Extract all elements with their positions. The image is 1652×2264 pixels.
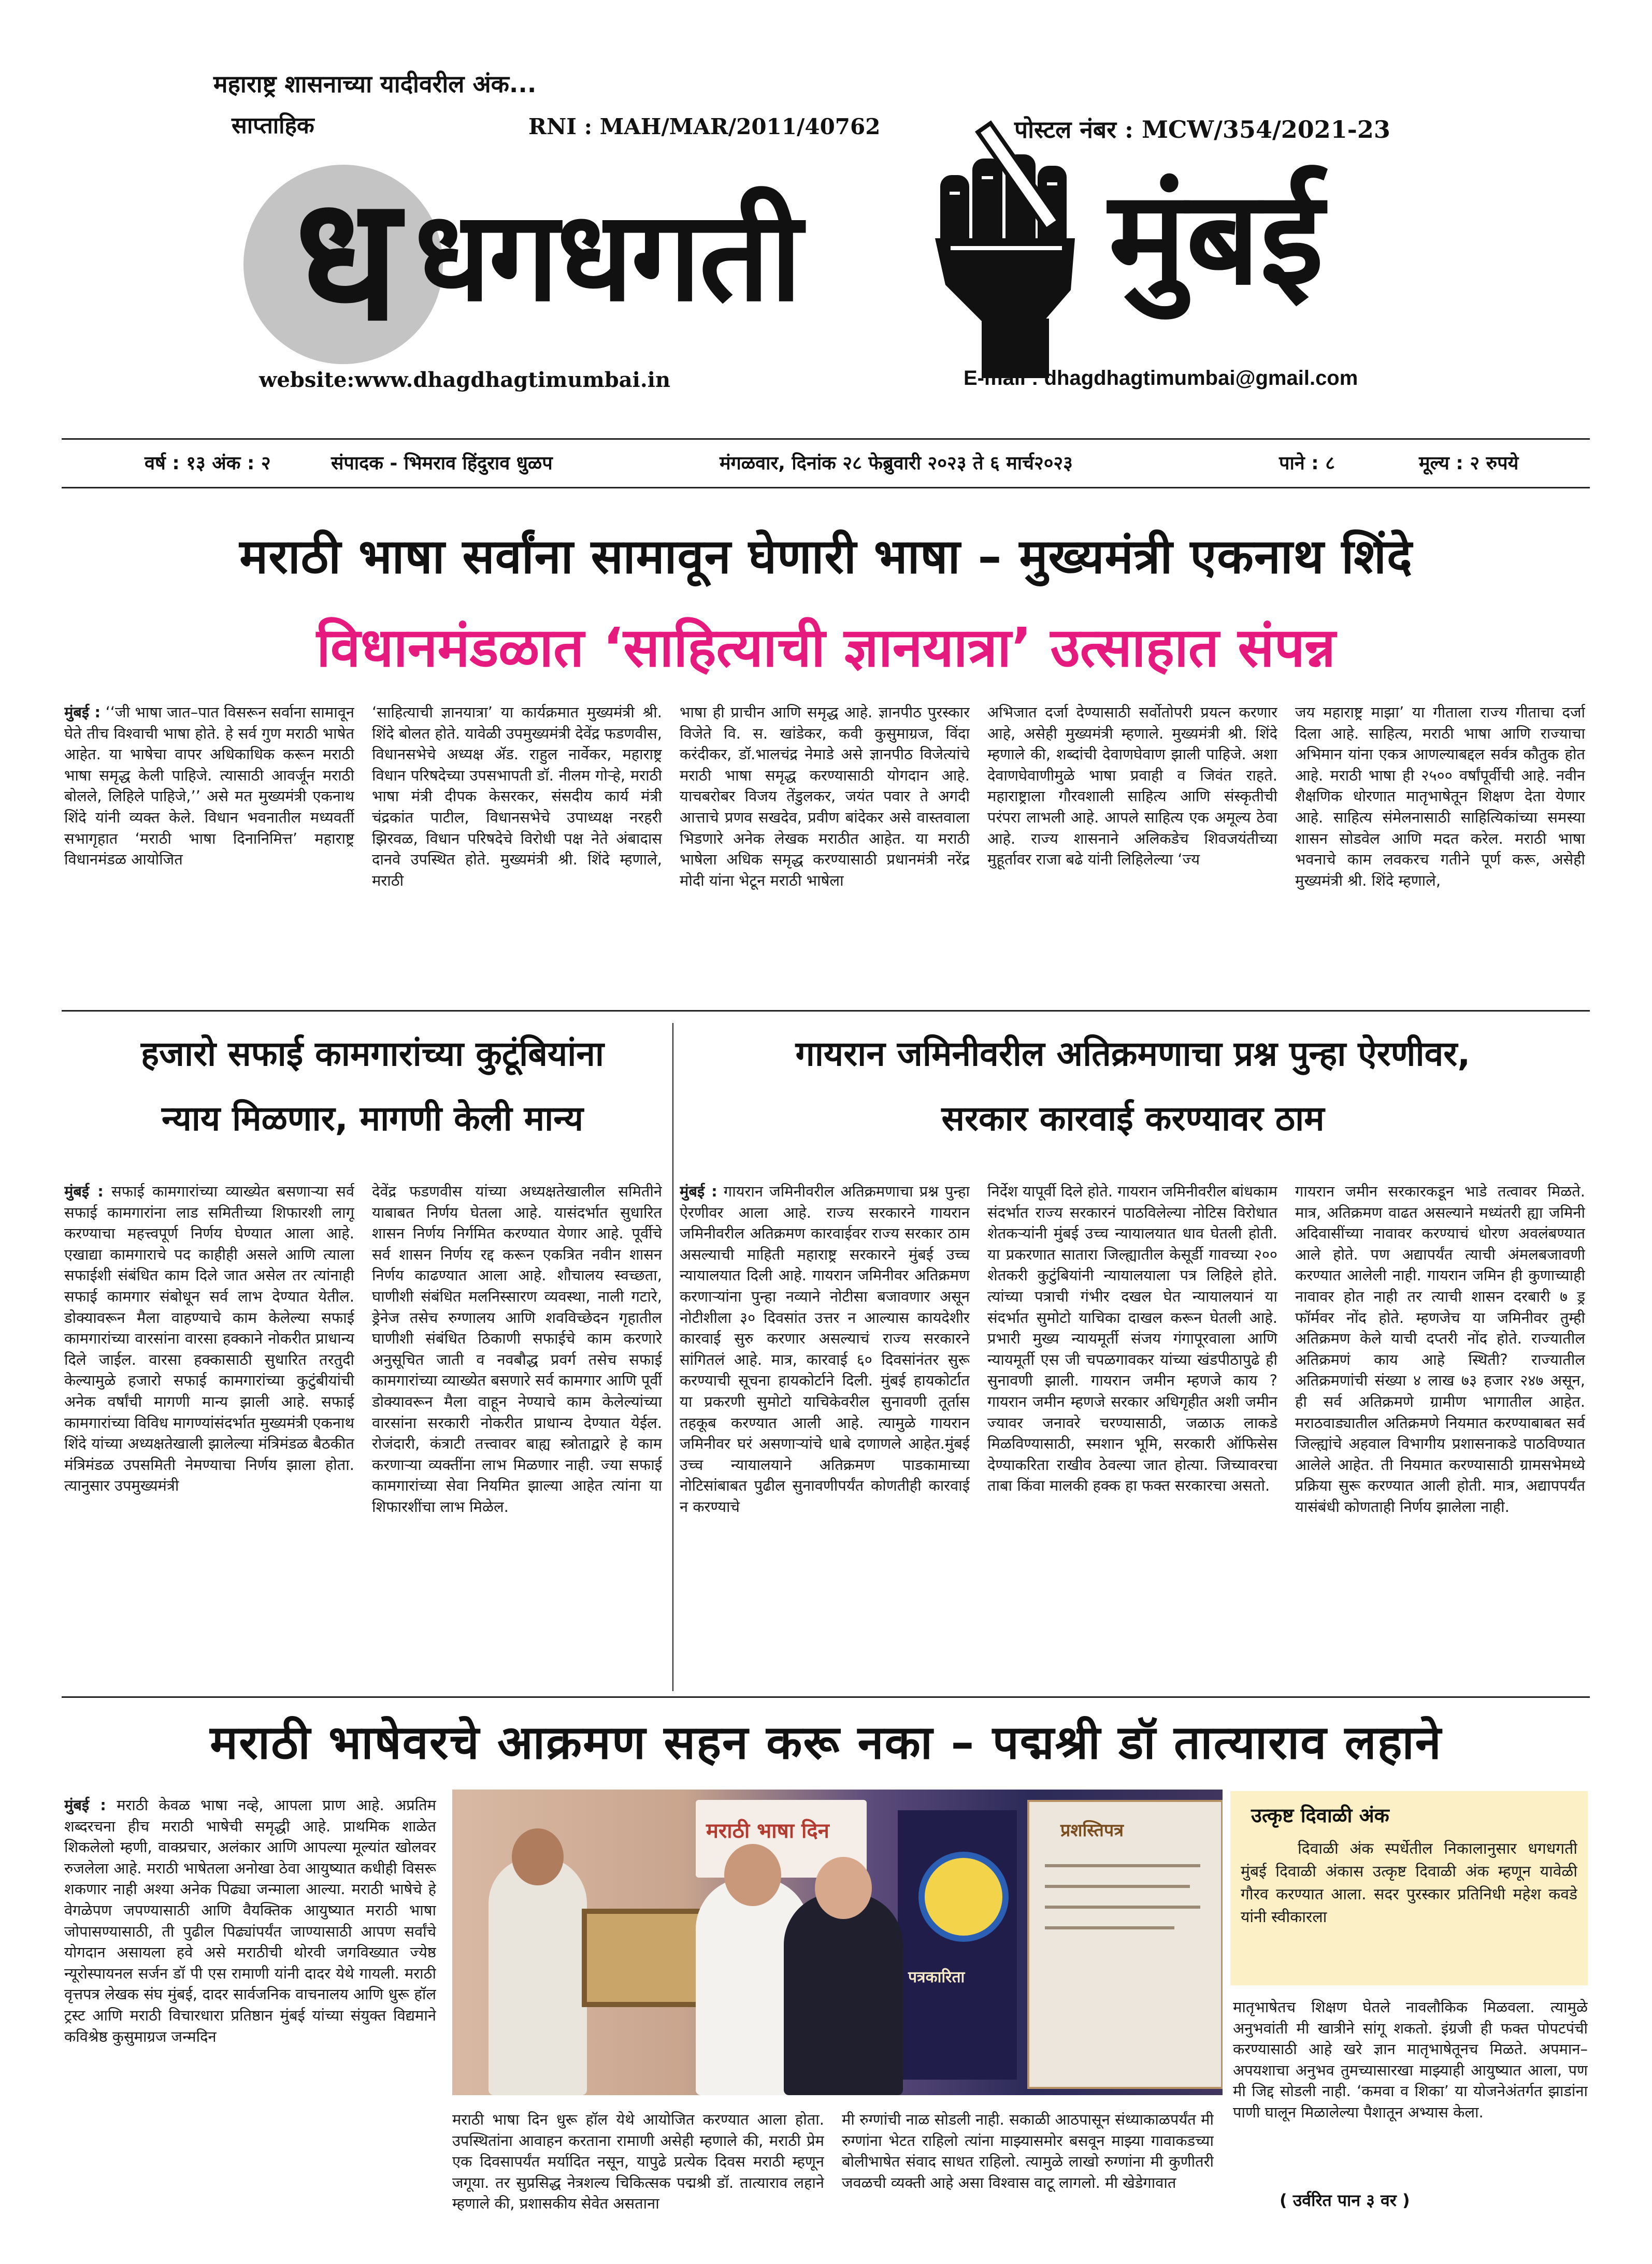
story1-dateline: मुंबई : [64, 703, 101, 721]
story4-text: मातृभाषेतच शिक्षण घेतले नावलौकिक मिळवला. त्यामुळे अनुभवांती मी खात्रीने सांगू शकतो. इंग्रजी ही फक्त पोपटपंची करण्यासाठी आहे खरे ज्ञान मातृभाषेतूनच मिळते. अपमान–अपयशाचा अनुभव तुमच्यासारखा माझ्याही आयुष्यात आला, पण मी जिद्द सोडली नाही. ‘कमवा व शिका’ या योजनेअंतर्गत झाडांना पाणी घालून मिळालेल्या पैशातून अभ्यास केला. [1233, 1998, 1588, 2121]
story4-column-1 [64, 1795, 436, 2214]
info-bar [62, 450, 1590, 473]
story2-dateline: मुंबई : [64, 1183, 104, 1200]
story3-dateline: मुंबई : [680, 1183, 717, 1200]
story4-text: मराठी केवळ भाषा नव्हे, आपला प्राण आहे. अप्रतिम शब्दरचना हीच मराठी भाषेची समृद्धी आहे. प्राथमिक शाळेत शिकलेलो म्हणी, वाक्प्रचार, अलंकार आणि आपल्या मूल्यांत खोलवर रुजलेला आहे. मराठी भाषेतला अनोखा ठेवा आयुष्यात कधीही विसरू शकणार नाही अश्या अनेक पिढ्या जन्माला आल्या. मराठी भाषेचे हे वेगळेपण जपण्यासाठी आणि वैयक्तिक आयुष्यात मराठी भाषा जोपासण्यासाठी, ती पुढील पिढ्यांपर्यंत जाण्यासाठी आपण सर्वांचे योगदान असायला हवे असे मराठीची थोरवी जगविख्यात ज्येष्ठ न्यूरोस्पायनल सर्जन डॉ पी एस रामाणी यांनी दादर येथे गायली. मराठी वृत्तपत्र लेखक संघ मुंबई, दादर सार्वजनिक वाचनालय आणि धुरू हॉल ट्रस्ट आणि मराठी विचारधारा प्रतिष्ठान मुंबई यांच्या संयुक्त विद्यमाने कविश्रेष्ठ कुसुमाग्रज जन्मदिन [64, 1796, 436, 2045]
editor-name: संपादक - भिमराव हिंदुराव धुळप [331, 453, 553, 474]
certificate-board [1027, 1800, 1223, 2089]
story4-column-2 [452, 2109, 824, 2215]
story1-text: ‘साहित्याची ज्ञानयात्रा’ या कार्यक्रमात मुख्यमंत्री श्री. शिंदे बोलत होते. यावेळी उपमुख्यमंत्री देवेंद्र फडणवीस, विधानसभेचे अध्यक्ष ॲड. राहुल नार्वेकर, महाराष्ट्र विधान परिषदेच्या उपसभापती डॉ. नीलम गोऱ्हे, मराठी भाषा मंत्री दीपक केसरकर, संसदीय कार्य मंत्री चंद्रकांत पाटील, विधानसभेचे उपाध्यक्ष नरहरी झिरवळ, विधान परिषदेचे विरोधी पक्ष नेते अंबादास दानवे उपस्थित होते. मुख्यमंत्री श्री. शिंदे म्हणाले, मराठी [372, 703, 662, 889]
diwali-award-box [1230, 1791, 1588, 1985]
masthead-tagline: महाराष्ट्र शासनाच्या यादीवरील अंक... [213, 70, 537, 98]
diwali-box-title: उत्कृष्ट दिवाळी अंक [1251, 1804, 1389, 1827]
story1-headline: मराठी भाषा सर्वांना सामावून घेणारी भाषा – मुख्यमंत्री एकनाथ शिंदे [239, 529, 1413, 584]
certificate-title: प्रशस्तिपत्र [1060, 1820, 1124, 1841]
issue-date: मंगळवार, दिनांक २८ फेब्रुवारी २०२३ ते ६ मार्च२०२३ [720, 453, 1073, 474]
story3-text: गायरान जमिनीवरील अतिक्रमणाचा प्रश्न पुन्हा ऐरणीवर आला आहे. राज्य सरकारने गायरान जमिनीवरील अतिक्रमण कारवाईवर राज्य सरकार ठाम असल्याची माहिती महाराष्ट्र सरकारने मुंबई उच्च न्यायालयात दिली आहे. गायरान जमिनीवर अतिक्रमण करणाऱ्यांना पुन्हा नव्याने नोटीसा बजावणार असून नोटीशीला ३० दिवसांत उत्तर न आल्यास कायदेशीर कारवाई सुरु करणार असल्याचं राज्य सरकारने सांगितलं आहे. मात्र, कारवाई ६० दिवसांनंतर सुरू करण्याची सूचना हायकोर्टाने दिली. मुंबई हायकोर्टात या प्रकरणी सुमोटो याचिकेवरील सुनावणी तूर्तास तहकूब करण्यात आली आहे. त्यामुळे गायरान जमिनीवर घरं असणाऱ्यांचे धाबे दणाणले आहेत.मुंबई उच्च न्यायालयाने अतिक्रमण पाडकामाच्या नोटिसांबाबत पुढील सुनावणीपर्यंत कोणतीही कारवाई न करण्याचे [680, 1183, 970, 1516]
masthead-title-right: मुंबई [1109, 163, 1324, 313]
story3-column-2 [987, 1181, 1277, 1678]
diwali-box-body: दिवाळी अंक स्पर्धेतील निकालानुसार धगधगती मुंबई दिवाळी अंकास उत्कृष्ट दिवाळी अंक म्हणून यावेळी गौरव करण्यात आला. सदर पुरस्कार प्रतिनिधी महेश कवडे यांनी स्वीकारला [1241, 1840, 1577, 1926]
page-count: पाने : ८ [1279, 453, 1335, 474]
story3-text: निर्देश यापूर्वी दिले होते. गायरान जमिनीवरील बांधकाम संदर्भात राज्य सरकारनं पाठविलेल्या नोटिस विरोधात शेतकऱ्यांनी मुंबई उच्च न्यायालयात धाव घेतली होती. या प्रकरणात सातारा जिल्ह्यातील केसूर्डी गावच्या २०० शेतकरी कुटुंबियांनी न्यायालयाला पत्र लिहिले होते. त्यांच्या पत्राची गंभीर दखल घेत न्यायालयानं या संदर्भात सुमोटो याचिका दाखल करून घेतली आहे. प्रभारी मुख्य न्यायमूर्ती संजय गंगापूरवाला आणि न्यायमूर्ती एस जी चपळगावकर यांच्या खंडपीठापुढे ही सुनावणी झाली. गायरान जमीन म्हणजे काय ? गायरान जमीन म्हणजे सरकार अधिगृहीत अशी जमीन ज्यावर जनावरे चरण्यासाठी, जळाऊ लाकडे मिळविण्यासाठी, स्मशान भूमि, सरकारी ऑफिसेस देण्याकरिता राखीव ठेवल्या जात होत्या. जिच्यावरचा ताबा किंवा मालकी हक्क हा फक्त सरकारचा असतो. [987, 1183, 1277, 1495]
story2-headline-line2: न्याय मिळणार, मागणी केली मान्य [161, 1099, 583, 1138]
story4-text: मी रुग्णांची नाळ सोडली नाही. सकाळी आठपासून संध्याकाळपर्यंत मी रुग्णांना भेटत राहिलो त्यांना माझ्यासमोर बसवून माझ्या गावाकडच्या बोलीभाषेत संवाद साधत राहिलो. त्यामुळे लाखो रुग्णांना मी कुणीतरी जवळची व्यक्ती आहे असा विश्वास वाटू लागलो. मी खेडेगावात [842, 2111, 1214, 2191]
story2-headline-line1: हजारो सफाई कामगारांच्या कुटूंबियांना [140, 1034, 605, 1074]
story1-column-2 [372, 702, 662, 997]
story4-text: मराठी भाषा दिन धुरू हॉल येथे आयोजित करण्यात आला होता. उपस्थितांना आवाहन करताना रामाणी असेही म्हणाले की, मराठी प्रेम एक दिवसापर्यंत मर्यादित नसून, यापुढे प्रत्येक दिवस मराठी म्हणून जगूया. तर सुप्रसिद्ध नेत्रशल्य चिकित्सक पद्मश्री डॉ. तात्याराव लहाने म्हणाले की, प्रशासकीय सेवेत असताना [452, 2111, 824, 2213]
raised-fist-pen-icon [904, 114, 1111, 378]
story3-text: गायरान जमीन सरकारकडून भाडे तत्वावर मिळते. मात्र, अतिक्रमण वाढत असल्याने मध्यंतरी ह्या जमिनी अदिवासींच्या नावावर करण्याचं धोरण अवलंबण्यात आले होते. पण अद्यापर्यंत त्याची अंमलबजावणी करण्यात आलेली नाही. गायरान जमिन ही कुणाच्याही नावावर होत नाही तर त्याची शासन दरबारी ७ ड्र फॉर्मवर नोंद होते. म्हणजेच या जमिनीवर तुम्ही अतिक्रमण केले याची दप्तरी नोंद होते. राज्यातील अतिक्रमणं काय आहे स्थिती? राज्यातील अतिक्रमणांची संख्या ४ लाख ७३ हजार २४७ असून, ही सर्व अतिक्रमणे ग्रामीण भागातील आहेत. मराठवाड्यातील अतिक्रमणे नियमात करण्याबाबत सर्व जिल्ह्यांचे अहवाल विभागीय प्रशासनाकडे पाठविण्यात आलेले आहेत. ती नियमात करण्यासाठी ग्रामसभेमध्ये प्रक्रिया सुरू करण्यात आली होती. मात्र, अद्यापपर्यंत यासंबंधी कोणताही निर्णय झालेला नाही. [1295, 1183, 1585, 1516]
poster-logo [918, 1852, 1009, 1942]
story3-headline-line1: गायरान जमिनीवरील अतिक्रमणाचा प्रश्न पुन्हा ऐरणीवर, [795, 1034, 1471, 1074]
story4-headline: मराठी भाषेवरचे आक्रमण सहन करू नका – पद्मश्री डॉ तात्याराव लहाने [210, 1715, 1442, 1770]
story1-subhead: विधानमंडळात ‘साहित्याची ज्ञानयात्रा’ उत्साहात संपन्न [316, 616, 1336, 679]
masthead-website[interactable]: website:www.dhagdhagtimumbai.in [259, 368, 671, 392]
story2-column-2 [372, 1181, 662, 1678]
masthead-weekly: साप्ताहिक [232, 112, 314, 139]
story4-column-4 [1233, 1997, 1588, 2183]
story4-dateline: मुंबई : [64, 1796, 106, 1814]
story2-text: सफाई कामगारांच्या व्याख्येत बसणाऱ्या सर्व सफाई कामगारांना लाड समितीच्या शिफारशी लागू करण्याचा महत्त्वपूर्ण निर्णय घेण्यात आला आहे. एखाद्या कामगाराचे पद काहीही असले आणि त्याला सफाईशी संबंधित काम दिले जात असेल तर त्यांनाही सफाई कामगार संबोधून सर्व लाभ देण्यात येतील. डोक्यावरून मैला वाहण्याचे काम केलेल्या सफाई कामगारांच्या वारसांना वारसा हक्काने नोकरीत प्राधान्य दिले जाईल. वारसा हक्कासाठी सुधारित तरतुदी केल्यामुळे हजारो सफाई कामगारांच्या कुटुंबीयांची अनेक वर्षांची मागणी मान्य झाली आहे. सफाई कामगारांच्या विविध मागण्यांसंदर्भात मुख्यमंत्री एकनाथ शिंदे यांच्या अध्यक्षतेखाली झालेल्या मंत्रिमंडळ बैठकीत मंत्रिमंडळ उपसमिती नेमण्याचा निर्णय झाला होता. त्यानुसार उपमुख्यमंत्री [64, 1183, 354, 1495]
story1-column-3 [680, 702, 970, 997]
story1-column-5 [1295, 702, 1585, 997]
story1-column-1 [64, 702, 354, 997]
story2-text: देवेंद्र फडणवीस यांच्या अध्यक्षतेखालील समितीने याबाबत निर्णय घेतला आहे. यासंदर्भात सुधारित शासन निर्णय निर्गमित करण्यात येणार आहे. पूर्वीचे सर्व शासन निर्णय रद्द करून एकत्रित नवीन शासन निर्णय काढण्यात आला आहे. शौचालय स्वच्छता, घाणीशी संबंधित मलनिस्सारण व्यवस्था, नाली गटारे, ड्रेनेज तसेच रुग्णालय आणि शवविच्छेदन गृहातील घाणीशी संबंधित ठिकाणी सफाईचे काम करणारे अनुसूचित जाती व नवबौद्ध प्रवर्ग तसेच सफाई कामगारांच्या व्याख्येत बसणारे सर्व कामगार आणि पूर्वी डोक्यावरून मैला वाहून नेण्याचे काम केलेल्यांच्या वारसांना सरकारी नोकरीत प्राधान्य देण्यात येईल. रोजंदारी, कंत्राटी तत्त्वावर बाह्य स्त्रोताद्वारे हे काम करणाऱ्या व्यक्तींना लाभ मिळणार नाही. ज्या सफाई कामगारांच्या सेवा नियमित झाल्या आहेत त्यांना या शिफारशींचा लाभ मिळेल. [372, 1183, 662, 1516]
story3-column-1 [680, 1181, 970, 1678]
price: मूल्य : २ रुपये [1419, 453, 1519, 474]
person-center-head [724, 1844, 781, 1906]
poster-title: पत्रकारिता [908, 1968, 965, 1986]
masthead-title-left: धगधगती [414, 184, 800, 329]
column-divider [672, 1023, 673, 1691]
story4-column-3 [842, 2109, 1214, 2215]
masthead-logo-letter: ध [294, 160, 400, 358]
story2-column-1 [64, 1181, 354, 1678]
story3-headline-line2: सरकार कारवाई करण्यावर ठाम [941, 1099, 1325, 1138]
story3-column-3 [1295, 1181, 1585, 1678]
section-divider [62, 1696, 1590, 1698]
story1-text: अभिजात दर्जा देण्यासाठी सर्वोतोपरी प्रयत्न करणार आहे, असेही मुख्यमंत्री म्हणाले. मुख्यमंत्री श्री. शिंदे म्हणाले की, शब्दांची देवाणघेवाण झाली पाहिजे. अशा देवाणघेवाणीमुळे भाषा प्रवाही व जिवंत राहते. महाराष्ट्राला गौरवशाली साहित्य आणि संस्कृतीची परंपरा लाभली आहे. आपले साहित्य एक अमूल्य ठेवा आहे. राज्य शासनाने अलिकडेच शिवजयंतीच्या मुहूर्तावर राजा बढे यांनी लिहिलेल्या ‘ज्य [987, 703, 1277, 869]
postal-number: पोस्टल नंबर : MCW/354/2021-23 [1014, 116, 1390, 143]
poster [898, 1810, 1017, 2080]
story1-text: भाषा ही प्राचीन आणि समृद्ध आहे. ज्ञानपीठ पुरस्कार विजेते वि. स. खांडेकर, कवी कुसुमाग्रज, विंदा करंदीकर, डॉ.भालचंद्र नेमाडे असे ज्ञानपीठ विजेत्यांचे मराठी भाषा समृद्ध करण्यासाठी योगदान आहे. याचबरोबर विजय तेंडुलकर, जयंत पवार ते अगदी आत्ताचे प्रणव सखदेव, प्रवीण बांदेकर असे वास्तवाला भिडणारे अनेक लेखक मराठीत आहेत. या मराठी भाषेला अधिक समृद्ध करण्यासाठी प्रधानमंत्री नरेंद्र मोदी यांना भेटून मराठी भाषेला [680, 703, 970, 889]
person-right [784, 1893, 903, 2095]
person-left [489, 1857, 587, 2095]
info-bar-bottom-rule [62, 487, 1590, 488]
event-banner-text: मराठी भाषा दिन [706, 1819, 829, 1843]
story1-text: जय महाराष्ट्र माझा’ या गीताला राज्य गीताचा दर्जा दिला आहे. साहित्य, मराठी भाषा आणि राज्याचा अभिमान यांना एकत्र आणल्याबद्दल सर्वत्र कौतुक होत आहे. मराठी भाषा ही २५०० वर्षांपूर्वीची आहे. नवीन शैक्षणिक धोरणात मातृभाषेतून शिक्षण देता येणार आहे. साहित्य संमेलनासाठी साहित्यिकांच्या समस्या शासन सोडवेल आणि मदत करेल. मराठी भाषा भवनाचे काम लवकरच गतीने पूर्ण करू, असेही मुख्यमंत्री श्री. शिंदे म्हणाले, [1295, 703, 1585, 889]
issue-number: वर्ष : १३ अंक : २ [145, 453, 271, 474]
story1-column-4 [987, 702, 1277, 997]
event-photo [452, 1790, 1223, 2095]
person-left-head [512, 1828, 564, 1885]
person-right-head [815, 1857, 872, 1919]
rni-number: RNI : MAH/MAR/2011/40762 [528, 114, 881, 139]
section-divider [62, 1010, 1590, 1012]
story1-text: ‘‘जी भाषा जात–पात विसरून सर्वाना सामावून घेते तीच विश्वाची भाषा होते. हे सर्व गुण मराठी भाषेत आहेत. या भाषेचा वापर अधिकाधिक करून मराठी भाषा समृद्ध केली पाहिजे. त्यासाठी आवर्जून मराठी बोलले, लिहिले पाहिजे,’’ असे मत मुख्यमंत्री एकनाथ शिंदे यांनी व्यक्त केले. विधान भवनातील मध्यवर्ती सभागृहात ‘मराठी भाषा दिनानिमित्त’ महाराष्ट्र विधानमंडळ आयोजित [64, 703, 354, 869]
info-bar-top-rule [62, 438, 1590, 440]
masthead-email[interactable]: E-mail : dhagdhagtimumbai@gmail.com [964, 367, 1358, 390]
continued-note: ( उर्वरित पान ३ वर ) [1280, 2190, 1410, 2210]
